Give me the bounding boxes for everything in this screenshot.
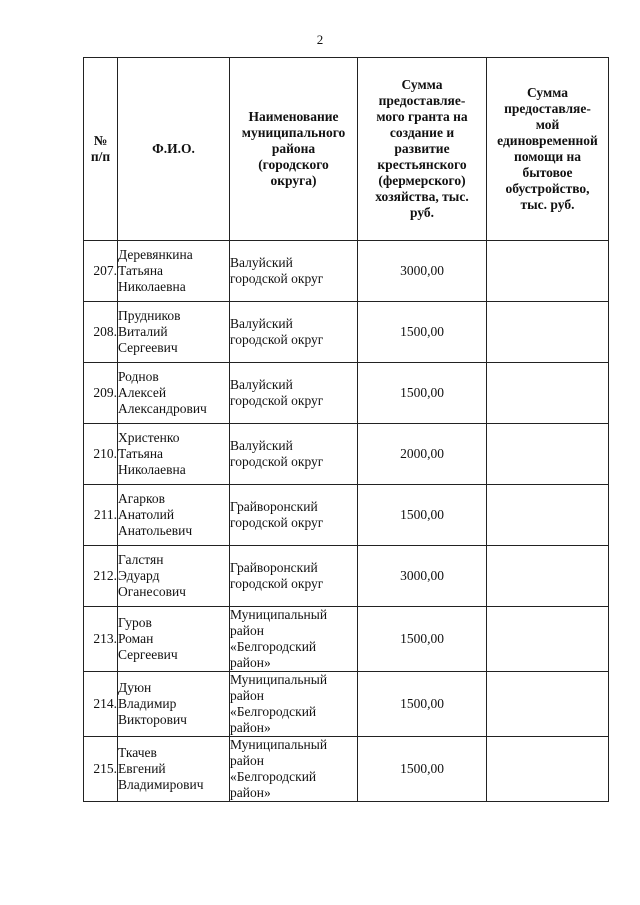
- text-line: Валуйский: [230, 438, 293, 453]
- text-line: Сергеевич: [118, 647, 178, 662]
- text-line: мого гранта на: [376, 109, 468, 124]
- text-line: «Белгородский: [230, 639, 317, 654]
- cell-grant: 3000,00: [358, 241, 487, 302]
- cell-fio: [118, 546, 230, 607]
- text-line: район»: [230, 785, 271, 800]
- cell-district: [230, 672, 358, 737]
- cell-fio: [118, 302, 230, 363]
- text-line: Ф.И.О.: [152, 141, 195, 156]
- header-num: [84, 58, 118, 241]
- text-line: Викторович: [118, 712, 187, 727]
- cell-num: 215.: [84, 737, 118, 802]
- table-row: [84, 546, 609, 607]
- table-row: [84, 485, 609, 546]
- text-line: район»: [230, 720, 271, 735]
- text-line: Евгений: [118, 761, 166, 776]
- cell-aid: [487, 737, 609, 802]
- cell-grant: 1500,00: [358, 363, 487, 424]
- cell-district: [230, 424, 358, 485]
- text-line: Александрович: [118, 401, 207, 416]
- text-line: городской округ: [230, 576, 324, 591]
- page-number: 2: [316, 32, 324, 47]
- text-line: Галстян: [118, 552, 164, 567]
- cell-district: [230, 302, 358, 363]
- cell-grant: 3000,00: [358, 546, 487, 607]
- text-line: городской округ: [230, 454, 324, 469]
- text-line: (фермерского): [378, 173, 466, 188]
- table-row: [84, 302, 609, 363]
- text-line: «Белгородский: [230, 769, 317, 784]
- table-row: [84, 737, 609, 802]
- text-line: п/п: [90, 149, 111, 164]
- text-line: район: [230, 688, 264, 703]
- cell-num: 211.: [84, 485, 118, 546]
- cell-aid: [487, 424, 609, 485]
- text-line: помощи на: [513, 149, 582, 164]
- cell-district: [230, 607, 358, 672]
- table-row: [84, 363, 609, 424]
- cell-num: 210.: [84, 424, 118, 485]
- text-line: Валуйский: [230, 255, 293, 270]
- cell-fio: [118, 485, 230, 546]
- cell-aid: [487, 363, 609, 424]
- text-line: Грайворонский: [230, 499, 318, 514]
- table-row: [84, 424, 609, 485]
- table-row: [84, 607, 609, 672]
- text-line: Муниципальный: [230, 737, 328, 752]
- text-line: Роман: [118, 631, 154, 646]
- cell-district: [230, 546, 358, 607]
- text-line: район: [230, 753, 264, 768]
- text-line: муниципального: [241, 125, 346, 140]
- cell-num: 213.: [84, 607, 118, 672]
- text-line: городской округ: [230, 393, 324, 408]
- text-line: (городского: [258, 157, 329, 172]
- text-line: Агарков: [118, 491, 166, 506]
- table-row: [84, 672, 609, 737]
- text-line: единовременной: [497, 133, 598, 148]
- text-line: руб.: [409, 205, 435, 220]
- cell-fio: [118, 607, 230, 672]
- cell-aid: [487, 672, 609, 737]
- cell-fio: [118, 241, 230, 302]
- text-line: район: [230, 623, 264, 638]
- text-line: округа): [270, 173, 317, 188]
- header-fio: [118, 58, 230, 241]
- text-line: Прудников: [118, 308, 181, 323]
- text-line: Наименование: [248, 109, 339, 124]
- cell-grant: 1500,00: [358, 737, 487, 802]
- grants-table: [83, 57, 609, 802]
- table-row: [84, 241, 609, 302]
- cell-district: [230, 485, 358, 546]
- text-line: обустройство,: [505, 181, 590, 196]
- cell-grant: 2000,00: [358, 424, 487, 485]
- cell-district: [230, 241, 358, 302]
- text-line: Николаевна: [118, 279, 186, 294]
- cell-district: [230, 363, 358, 424]
- text-line: Христенко: [118, 430, 180, 445]
- text-line: района: [271, 141, 316, 156]
- text-line: Гуров: [118, 615, 152, 630]
- text-line: городской округ: [230, 515, 324, 530]
- text-line: Ткачев: [118, 745, 157, 760]
- table-header-row: [84, 58, 609, 241]
- text-line: городской округ: [230, 332, 324, 347]
- cell-num: 209.: [84, 363, 118, 424]
- cell-district: [230, 737, 358, 802]
- header-aid: [487, 58, 609, 241]
- text-line: №: [93, 133, 108, 148]
- text-line: Алексей: [118, 385, 167, 400]
- cell-num: 207.: [84, 241, 118, 302]
- text-line: Муниципальный: [230, 607, 328, 622]
- text-line: Грайворонский: [230, 560, 318, 575]
- text-line: мой: [535, 117, 560, 132]
- text-line: Татьяна: [118, 263, 164, 278]
- cell-fio: [118, 363, 230, 424]
- text-line: район»: [230, 655, 271, 670]
- text-line: Анатольевич: [118, 523, 193, 538]
- text-line: крестьянского: [377, 157, 467, 172]
- text-line: Владимирович: [118, 777, 204, 792]
- text-line: Татьяна: [118, 446, 164, 461]
- text-line: предоставляе-: [504, 101, 591, 116]
- text-line: бытовое: [522, 165, 573, 180]
- text-line: Дуюн: [118, 680, 152, 695]
- text-line: создание и: [389, 125, 455, 140]
- text-line: Эдуард: [118, 568, 160, 583]
- text-line: Владимир: [118, 696, 177, 711]
- text-line: Виталий: [118, 324, 168, 339]
- text-line: «Белгородский: [230, 704, 317, 719]
- cell-aid: [487, 546, 609, 607]
- text-line: Оганесович: [118, 584, 186, 599]
- cell-fio: [118, 672, 230, 737]
- cell-aid: [487, 241, 609, 302]
- cell-grant: 1500,00: [358, 607, 487, 672]
- text-line: Анатолий: [118, 507, 175, 522]
- text-line: городской округ: [230, 271, 324, 286]
- header-grant: [358, 58, 487, 241]
- text-line: Роднов: [118, 369, 159, 384]
- text-line: Сумма: [526, 85, 569, 100]
- text-line: Николаевна: [118, 462, 186, 477]
- text-line: Валуйский: [230, 377, 293, 392]
- cell-aid: [487, 485, 609, 546]
- text-line: хозяйства, тыс.: [375, 189, 469, 204]
- cell-fio: [118, 424, 230, 485]
- cell-grant: 1500,00: [358, 672, 487, 737]
- text-line: развитие: [394, 141, 450, 156]
- text-line: Сергеевич: [118, 340, 178, 355]
- cell-num: 214.: [84, 672, 118, 737]
- text-line: Валуйский: [230, 316, 293, 331]
- cell-fio: [118, 737, 230, 802]
- cell-num: 208.: [84, 302, 118, 363]
- text-line: Муниципальный: [230, 672, 328, 687]
- cell-aid: [487, 607, 609, 672]
- text-line: предоставляе-: [378, 93, 466, 108]
- cell-grant: 1500,00: [358, 302, 487, 363]
- cell-num: 212.: [84, 546, 118, 607]
- cell-grant: 1500,00: [358, 485, 487, 546]
- text-line: Деревянкина: [118, 247, 193, 262]
- cell-aid: [487, 302, 609, 363]
- text-line: Сумма: [401, 77, 443, 92]
- text-line: тыс. руб.: [520, 197, 575, 212]
- header-district: [230, 58, 358, 241]
